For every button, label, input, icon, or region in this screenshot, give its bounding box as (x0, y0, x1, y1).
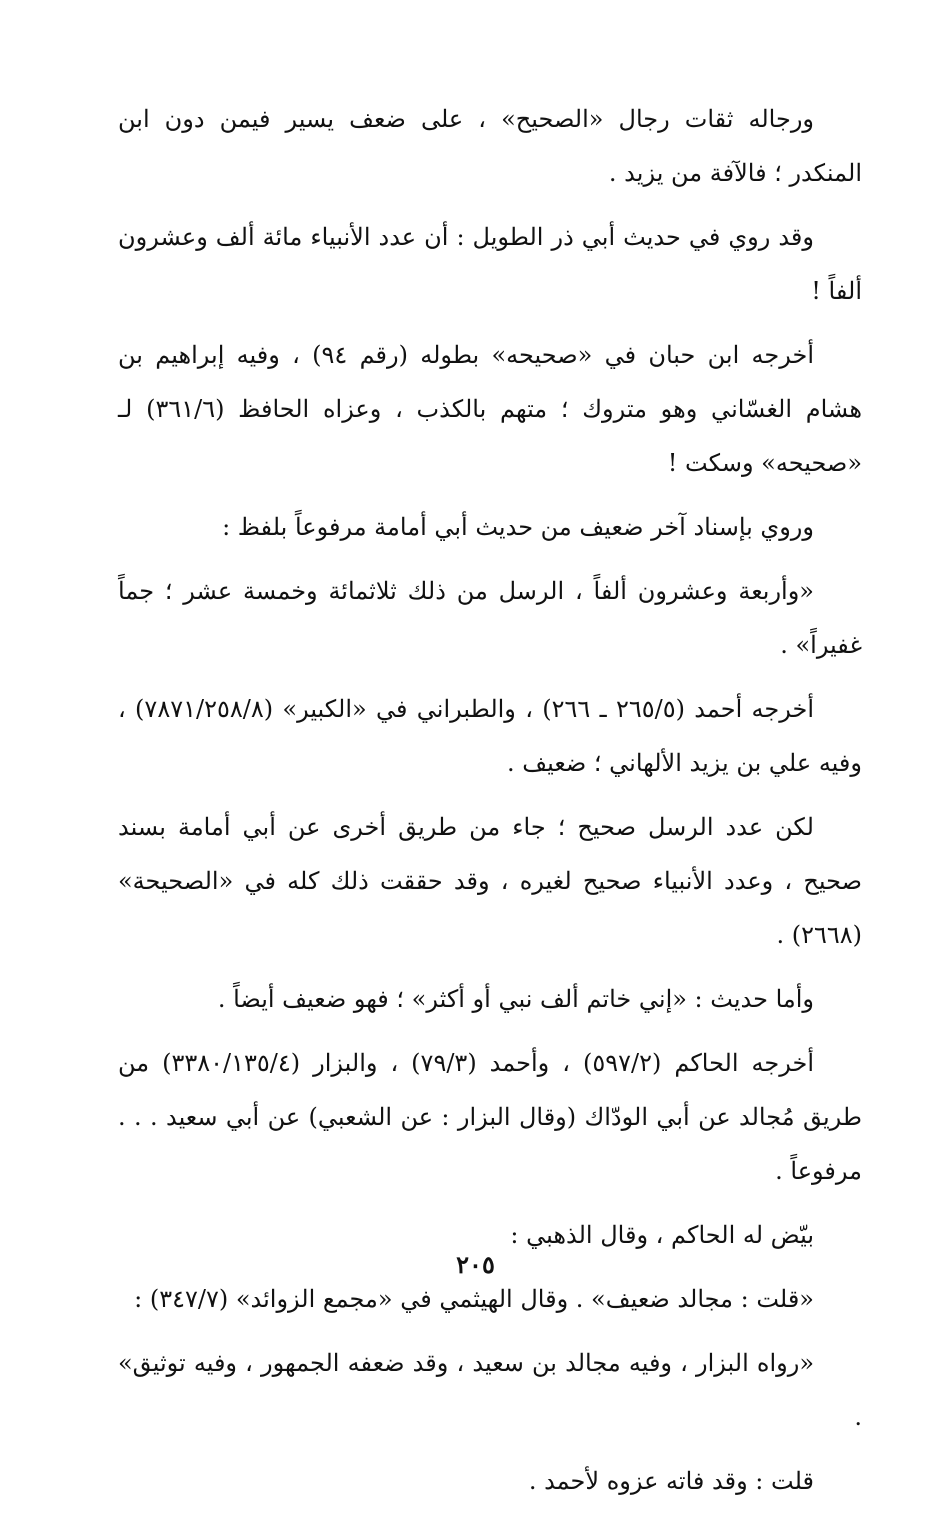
paragraph: أخرجه ابن حبان في «صحيحه» بطوله (رقم ٩٤) ، وفيه إبراهيم بن هشام الغسّاني وهو متروك ؛ متهم بالكذب ، وعزاه الحافظ (٣٦١/٦) لـ «صحيحه» وسكت ! (118, 341, 862, 477)
paragraph: وأما حديث : «إني خاتم ألف نبي أو أكثر» ؛ فهو ضعيف أيضاً . (217, 985, 814, 1013)
quotation: «رواه البزار ، وفيه مجالد بن سعيد ، وقد ضعفه الجمهور ، وفيه توثيق» . (118, 1349, 862, 1431)
quoted-hadith: «وأربعة وعشرون ألفاً ، الرسل من ذلك ثلاثمائة وخمسة عشر ؛ جماً غفيراً» . (118, 577, 862, 659)
paragraph: بيّض له الحاكم ، وقال الذهبي : (510, 1221, 814, 1249)
paragraph: وروي بإسناد آخر ضعيف من حديث أبي أمامة مرفوعاً بلفظ : (222, 513, 814, 541)
paragraph: وقد روي في حديث أبي ذر الطويل : أن عدد الأنبياء مائة ألف وعشرون ألفاً ! (118, 223, 862, 305)
page-number: ٢٠٥ (456, 1250, 495, 1279)
body-text (118, 92, 862, 1518)
paragraph: لكن عدد الرسل صحيح ؛ جاء من طريق أخرى عن أبي أمامة بسند صحيح ، وعدد الأنبياء صحيح لغيره ، وقد حققت ذلك كله في «الصحيحة» (٢٦٦٨) . (118, 813, 862, 949)
paragraph: ورجاله ثقات رجال «الصحيح» ، على ضعف يسير فيمن دون ابن المنكدر ؛ فالآفة من يزيد . (118, 105, 862, 187)
paragraph: أخرجه أحمد (٢٦٥/٥ ـ ٢٦٦) ، والطبراني في «الكبير» (٧٨٧١/٢٥٨/٨) ، وفيه علي بن يزيد الألهاني ؛ ضعيف . (118, 695, 862, 777)
quotation: «قلت : مجالد ضعيف» . وقال الهيثمي في «مجمع الزوائد» (٣٤٧/٧) : (134, 1285, 814, 1313)
paragraph: أخرجه الحاكم (٥٩٧/٢) ، وأحمد (٧٩/٣) ، والبزار (٣٣٨٠/١٣٥/٤) من طريق مُجالد عن أبي الودّاك (وقال البزار : عن الشعبي) عن أبي سعيد . . . مرفوعاً . (118, 1049, 862, 1185)
paragraph: قلت : وقد فاته عزوه لأحمد . (528, 1467, 814, 1495)
